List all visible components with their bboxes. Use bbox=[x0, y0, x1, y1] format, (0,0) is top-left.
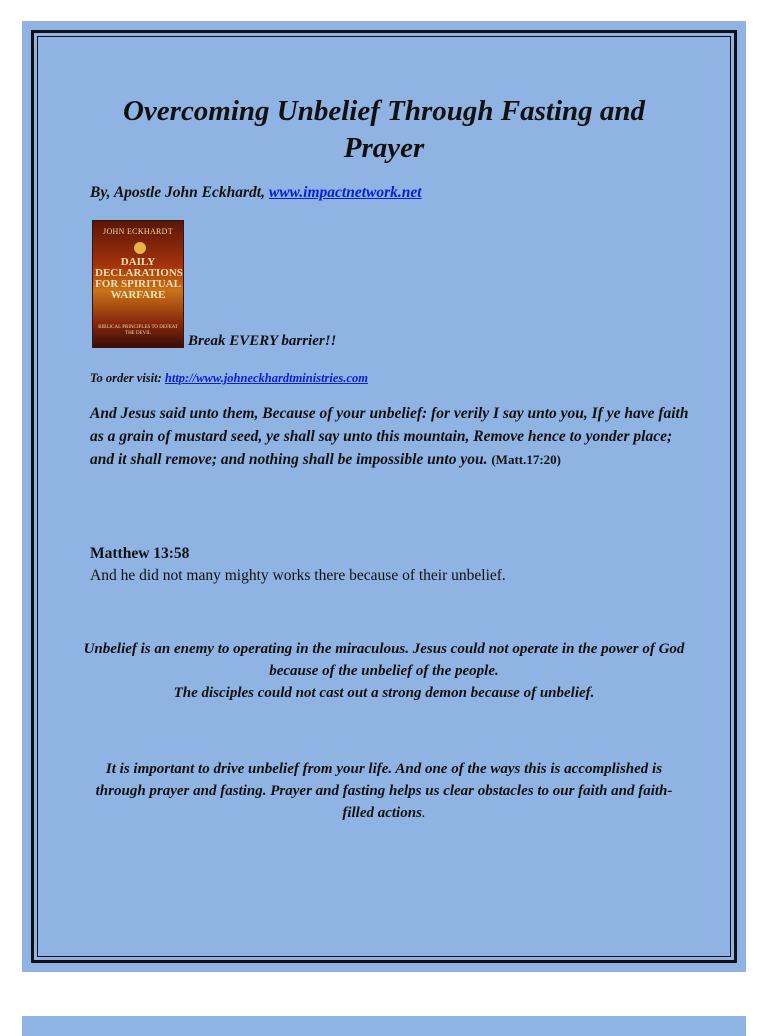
unbelief-paragraph bbox=[82, 638, 686, 704]
cover-emblem-icon bbox=[133, 241, 147, 255]
scripture-verse bbox=[90, 402, 690, 471]
matthew-reference: Matthew 13:58 bbox=[90, 545, 190, 562]
matthew-text: And he did not many mighty works there because of their unbelief. bbox=[90, 567, 506, 584]
book-cover-image bbox=[92, 220, 184, 348]
fasting-paragraph-end: . bbox=[421, 805, 426, 821]
order-prefix: To order visit: bbox=[90, 371, 165, 385]
next-page-edge bbox=[22, 1016, 746, 1036]
verse-reference: (Matt.17:20) bbox=[491, 452, 562, 467]
document-title: Overcoming Unbelief Through Fasting and Prayer bbox=[122, 95, 646, 164]
tagline: Break EVERY barrier!! bbox=[188, 333, 337, 349]
impactnetwork-link[interactable]: www.impactnetwork.net bbox=[268, 184, 422, 201]
fasting-paragraph-text: It is important to drive unbelief from your life. And one of the ways this is accomplished is through prayer and fasting. Prayer and fasting helps us clear obstacles to our faith and faith-filled actions bbox=[95, 761, 673, 821]
author-byline bbox=[90, 184, 422, 202]
document-page bbox=[22, 21, 746, 972]
byline-prefix: By, Apostle John Eckhardt, bbox=[90, 184, 269, 201]
cover-author: JOHN ECKHARDT bbox=[103, 227, 173, 236]
cover-title: DAILY DECLARATIONS FOR SPIRITUAL WARFARE bbox=[95, 256, 183, 301]
fasting-paragraph bbox=[82, 758, 686, 824]
verse-text: And Jesus said unto them, Because of your unbelief: for verily I say unto you, If ye have faith as a grain of mustard seed, ye shall say unto this mountain, Remove hence to yonder place; and it shall remove; and nothing shall be impossible unto you. bbox=[90, 405, 689, 468]
cover-subtitle: BIBLICAL PRINCIPLES TO DEFEAT THE DEVIL bbox=[98, 325, 178, 336]
unbelief-paragraph-line1: Unbelief is an enemy to operating in the miraculous. Jesus could not operate in the power of God because of the unbelief of the people. bbox=[83, 641, 685, 679]
unbelief-paragraph-line2: The disciples could not cast out a strong demon because of unbelief. bbox=[173, 685, 595, 701]
ministries-link[interactable]: http://www.johneckhardtministries.com bbox=[164, 371, 368, 385]
order-line bbox=[90, 371, 368, 386]
